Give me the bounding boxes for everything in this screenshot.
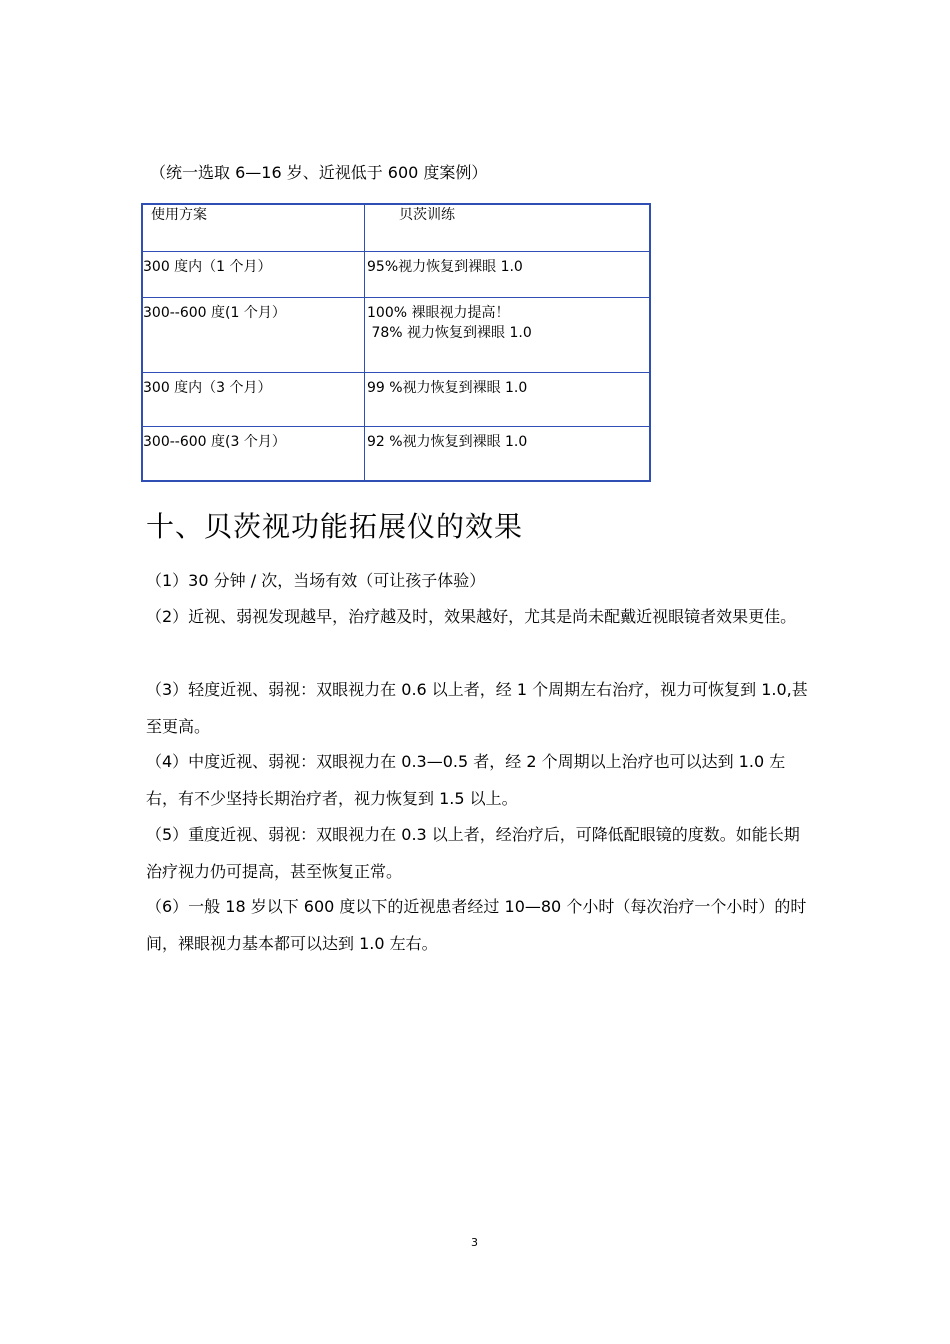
table-row: [143, 426, 649, 480]
result-cell: [367, 303, 532, 343]
plan-cell: 300 度内（1 个月）: [143, 259, 272, 275]
paragraph: （2）近视、弱视发现越早，治疗越及时，效果越好，尤其是尚未配戴近视眼镜者效果更佳。: [146, 607, 797, 626]
table-row: [143, 251, 649, 298]
header-result: 贝茨训练: [399, 207, 455, 223]
paragraph: （5）重度近视、弱视：双眼视力在 0.3 以上者，经治疗后，可降低配眼镜的度数。如能长期治疗视力仍可提高，甚至恢复正常。: [146, 825, 800, 881]
result-cell: 95%视力恢复到裸眼 1.0: [367, 259, 523, 275]
header-plan: 使用方案: [151, 207, 207, 223]
table-row: [143, 372, 649, 427]
plan-cell: 300--600 度(3 个月）: [143, 434, 286, 450]
results-table: [141, 203, 651, 482]
table-header-row: [143, 205, 649, 252]
page-number: 3: [471, 1236, 478, 1249]
result-line: 100% 裸眼视力提高！: [367, 305, 510, 321]
table-row: [143, 297, 649, 373]
paragraph: （4）中度近视、弱视：双眼视力在 0.3—0.5 者，经 2 个周期以上治疗也可以达到 1.0 左右，有不少坚持长期治疗者，视力恢复到 1.5 以上。: [146, 752, 786, 808]
result-line: 78% 视力恢复到裸眼 1.0: [367, 325, 532, 341]
paragraph: （1）30 分钟 / 次，当场有效（可让孩子体验）: [146, 571, 486, 590]
paragraph: （6）一般 18 岁以下 600 度以下的近视患者经过 10—80 个小时（每次治疗一个小时）的时间，裸眼视力基本都可以达到 1.0 左右。: [146, 897, 807, 953]
plan-cell: 300 度内（3 个月）: [143, 380, 272, 396]
note: （统一选取 6—16 岁、近视低于 600 度案例）: [150, 163, 488, 182]
plan-cell: 300--600 度(1 个月）: [143, 305, 286, 321]
result-cell: 99 %视力恢复到裸眼 1.0: [367, 380, 528, 396]
result-cell: 92 %视力恢复到裸眼 1.0: [367, 434, 528, 450]
section-heading: 十、贝茨视功能拓展仪的效果: [146, 510, 524, 543]
paragraph: （3）轻度近视、弱视：双眼视力在 0.6 以上者，经 1 个周期左右治疗，视力可恢复到 1.0,甚至更高。: [146, 680, 808, 736]
